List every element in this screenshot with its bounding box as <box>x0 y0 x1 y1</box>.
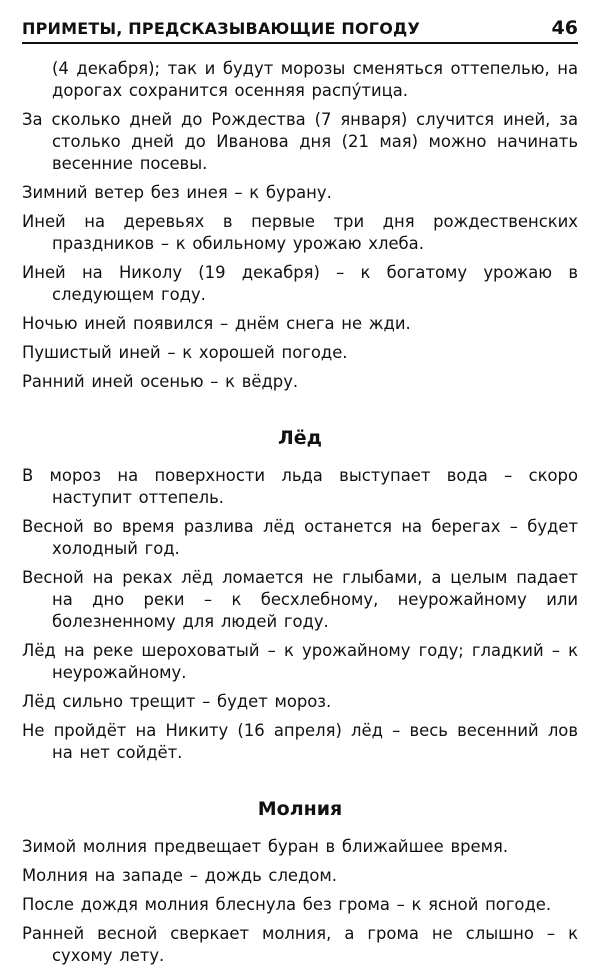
ice-sign: Не пройдёт на Никиту (16 апреля) лёд – весь весенний лов на нет сойдёт. <box>22 721 578 762</box>
section-heading-ice: Лёд <box>277 427 322 449</box>
lightning-sign: Молния на западе – дождь следом. <box>22 866 337 885</box>
frost-sign: Ночью иней появился – днём снега не жди. <box>22 314 411 333</box>
lightning-sign: Ранней весной сверкает молния, а грома не слышно – к сухому лету. <box>22 924 578 965</box>
frost-sign: Зимний ветер без инея – к бурану. <box>22 183 332 202</box>
ice-sign: Весной во время разлива лёд останется на берегах – будет холодный год. <box>22 517 578 558</box>
ice-sign: Весной на реках лёд ломается не глыбами, а целым падает на дно реки – к бесхлебному, неурожайному или болезненному для людей году. <box>22 568 578 631</box>
frost-sign: Ранний иней осенью – к вёдру. <box>22 372 299 391</box>
frost-sign: За сколько дней до Рождества (7 января) случится иней, за столько дней до Иванова дня (21 мая) можно начинать весенние посевы. <box>22 110 578 173</box>
ice-sign: В мороз на поверхности льда выступает вода – скоро наступит оттепель. <box>22 466 578 507</box>
lightning-sign: Зимой молния предвещает буран в ближайшее время. <box>22 837 509 856</box>
ice-sign: Лёд сильно трещит – будет мороз. <box>22 692 332 711</box>
header-title: ПРИМЕТЫ, ПРЕДСКАЗЫВАЮЩИЕ ПОГОДУ <box>22 19 420 38</box>
section-heading-lightning: Молния <box>257 798 343 820</box>
frost-sign: Иней на деревьях в первые три дня рождественских праздников – к обильному урожаю хлеба. <box>22 212 578 253</box>
frost-sign: Пушистый иней – к хорошей погоде. <box>22 343 348 362</box>
page-content <box>22 58 578 974</box>
ice-sign: Лёд на реке шероховатый – к урожайному году; гладкий – к неурожайному. <box>22 641 578 682</box>
page-number: 46 <box>551 17 578 39</box>
running-header <box>22 18 578 44</box>
continued-paragraph: (4 декабря); так и будут морозы сменяться оттепелью, на дорогах сохранится осенняя распу́тица. <box>52 59 578 100</box>
lightning-sign: После дождя молния блеснула без грома – к ясной погоде. <box>22 895 552 914</box>
frost-sign: Иней на Николу (19 декабря) – к богатому урожаю в следующем году. <box>22 263 578 304</box>
